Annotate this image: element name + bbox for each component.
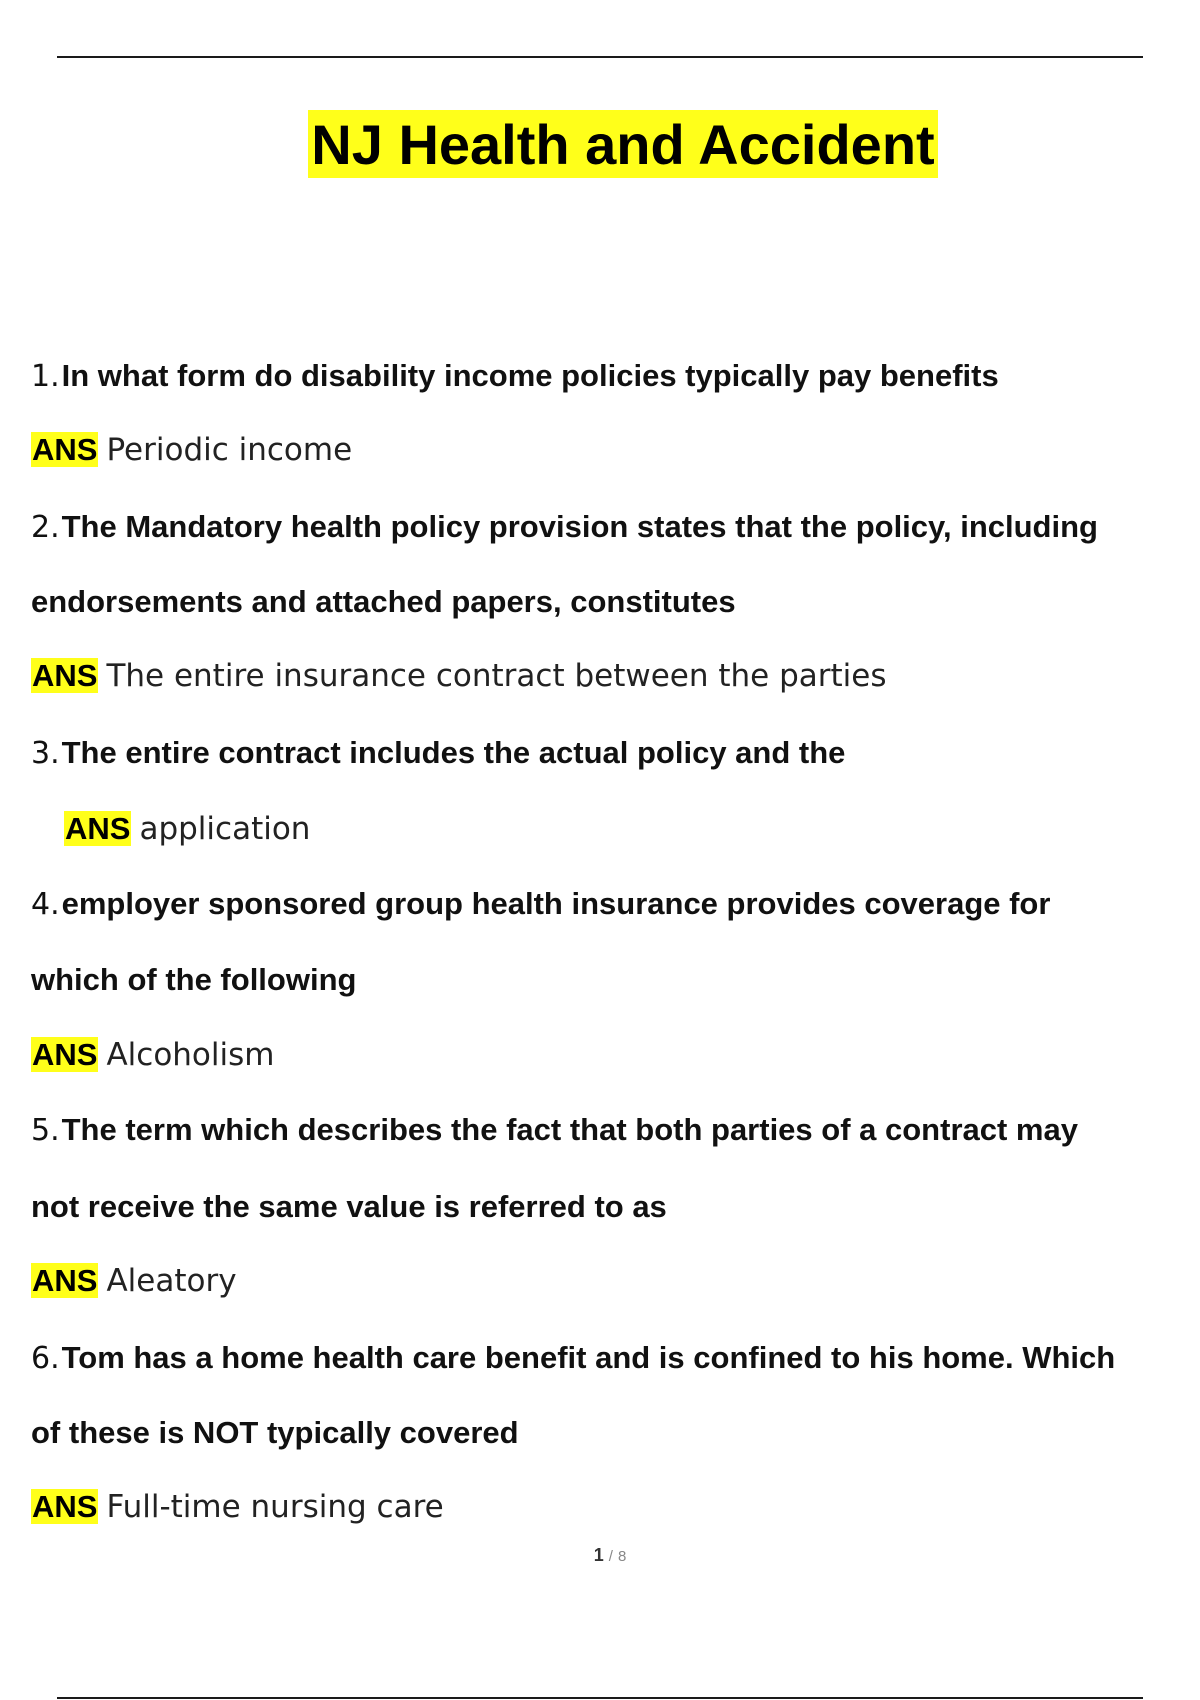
question-text: In what form do disability income policies typically pay benefits: [61, 358, 999, 393]
answer-text: application: [139, 811, 311, 847]
answer-1: [31, 430, 352, 470]
question-2: [31, 507, 1098, 548]
question-number: 4.: [31, 887, 60, 922]
question-text: which of the following: [31, 962, 357, 997]
question-text: Tom has a home health care benefit and is confined to his home. Which: [61, 1340, 1116, 1375]
question-1: [31, 356, 999, 397]
question-text: The Mandatory health policy provision states that the policy, including: [61, 509, 1098, 544]
question-number: 3.: [31, 736, 60, 771]
question-number: 1.: [31, 359, 60, 394]
ans-highlight: ANS: [32, 1489, 98, 1524]
question-6: [31, 1338, 1115, 1379]
ans-highlight: ANS: [65, 811, 131, 846]
bottom-divider: [57, 1697, 1143, 1699]
answer-text: Aleatory: [106, 1263, 237, 1299]
question-text: The entire contract includes the actual policy and the: [61, 735, 846, 770]
top-divider: [57, 56, 1143, 58]
answer-4: [31, 1035, 274, 1075]
page-separator: /: [608, 1548, 613, 1565]
answer-2: [31, 656, 887, 696]
question-number: 2.: [31, 510, 60, 545]
answer-5: [31, 1261, 237, 1301]
question-4: [31, 884, 1050, 925]
question-text: employer sponsored group health insurance provides coverage for: [61, 886, 1051, 921]
question-text: not receive the same value is referred to as: [31, 1189, 667, 1224]
question-text: endorsements and attached papers, constitutes: [31, 584, 736, 619]
page-current: 1: [593, 1545, 604, 1565]
question-number: 5.: [31, 1113, 60, 1148]
answer-text: Periodic income: [106, 432, 353, 468]
question-4-continued: [31, 960, 356, 1000]
page-total: 8: [617, 1548, 627, 1565]
question-text: of these is NOT typically covered: [31, 1415, 519, 1450]
answer-text: The entire insurance contract between the parties: [106, 658, 887, 694]
question-3: [31, 733, 845, 774]
answer-text: Full-time nursing care: [106, 1489, 444, 1525]
answer-text: Alcoholism: [106, 1037, 275, 1073]
question-5: [31, 1110, 1078, 1151]
page-indicator: [0, 1545, 1200, 1566]
ans-highlight: ANS: [32, 658, 98, 693]
title-container: [0, 110, 1200, 178]
ans-highlight: ANS: [32, 432, 98, 467]
ans-highlight: ANS: [32, 1263, 98, 1298]
ans-highlight: ANS: [32, 1037, 98, 1072]
question-2-continued: [31, 582, 736, 622]
question-5-continued: [31, 1187, 667, 1227]
answer-3: [64, 809, 310, 849]
answer-6: [31, 1487, 444, 1527]
document-title: NJ Health and Accident: [308, 110, 937, 178]
question-text: The term which describes the fact that both parties of a contract may: [61, 1112, 1078, 1147]
question-number: 6.: [31, 1341, 60, 1376]
question-6-continued: [31, 1413, 519, 1453]
